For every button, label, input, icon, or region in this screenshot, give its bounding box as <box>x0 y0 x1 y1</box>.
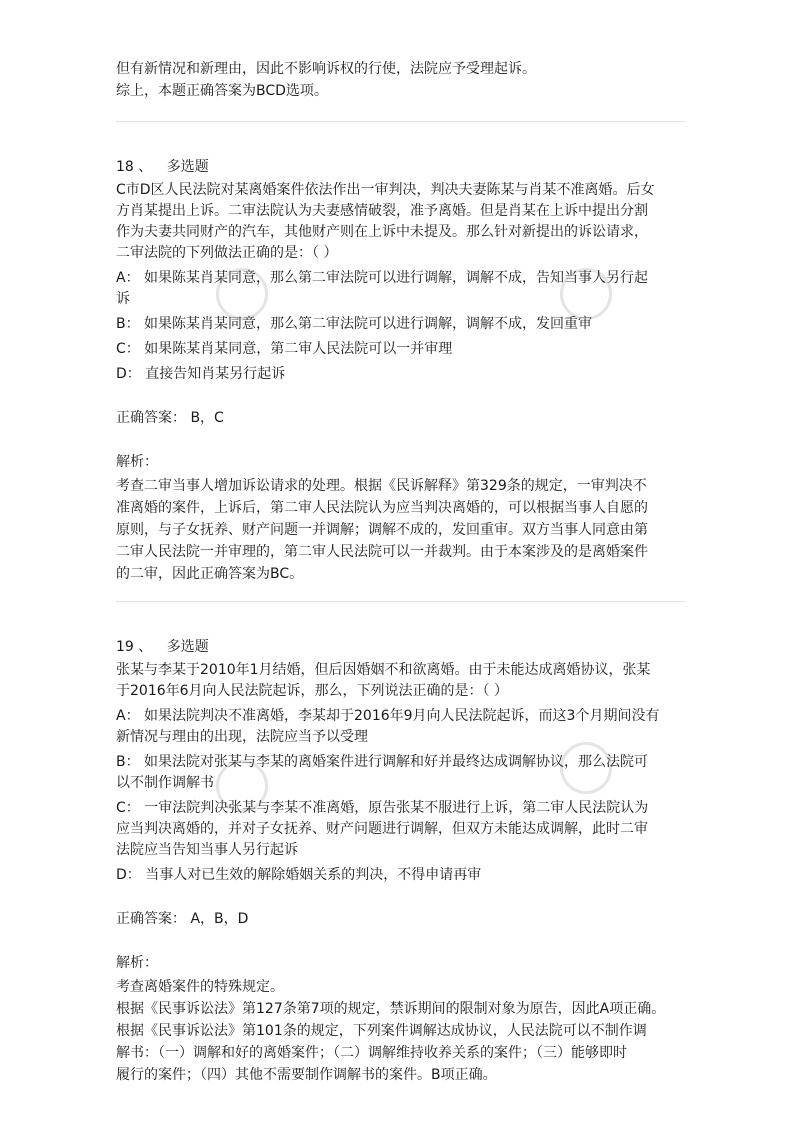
option-d <box>116 865 686 886</box>
question-stem <box>116 180 686 264</box>
option-line: A： 如果陈某肖某同意，那么第二审法院可以进行调解，调解不成，告知当事人另行起 <box>116 270 649 286</box>
stem-line: 二审法院的下列做法正确的是：（ ） <box>116 245 338 261</box>
option-b <box>116 314 686 335</box>
question-stem <box>116 660 686 702</box>
option-a <box>116 268 686 310</box>
section-divider <box>116 121 686 122</box>
question-19 <box>116 636 686 1086</box>
explanation <box>116 475 686 585</box>
option-line: C： 如果陈某肖某同意，第二审人民法院可以一并审理 <box>116 341 453 357</box>
explanation-line: 二审人民法院一并审理的，第二审人民法院可以一并裁判。由于本案涉及的是离婚案件 <box>116 544 648 560</box>
explanation-line: 履行的案件；（四）其他不需要制作调解书的案件。B项正确。 <box>116 1067 497 1083</box>
explanation-line: 考查离婚案件的特殊规定。 <box>116 979 284 995</box>
question-header <box>116 636 686 658</box>
explanation-line: 根据《民事诉讼法》第127条第7项的规定，禁诉期间的限制对象为原告，因此A项正确。 <box>116 1001 666 1017</box>
question-header <box>116 156 686 178</box>
explanation-line: 根据《民事诉讼法》第101条的规定，下列案件调解达成协议，人民法院可以不制作调 <box>116 1023 647 1039</box>
option-c <box>116 798 686 861</box>
option-line: 新情况与理由的出现，法院应当予以受理 <box>116 729 368 745</box>
explanation-label: 解析： <box>116 454 158 470</box>
option-line: 诉 <box>116 291 130 307</box>
option-d <box>116 364 686 385</box>
option-line: 以不制作调解书 <box>116 775 214 791</box>
stem-line: 张某与李某于2010年1月结婚，但后因婚姻不和欲离婚。由于未能达成离婚协议，张某 <box>116 662 651 678</box>
option-line: D： 当事人对已生效的解除婚姻关系的判决，不得申请再审 <box>116 867 482 883</box>
explanation-line: 考查二审当事人增加诉讼请求的处理。根据《民诉解释》第329条的规定，一审判决不 <box>116 478 647 494</box>
question-number: 18 、 <box>116 159 153 175</box>
option-line: 法院应当告知当事人另行起诉 <box>116 842 298 858</box>
option-line: 应当判决离婚的，并对子女抚养、财产问题进行调解，但双方未能达成调解，此时二审 <box>116 821 648 837</box>
option-line: B： 如果陈某肖某同意，那么第二审法院可以进行调解，调解不成，发回重审 <box>116 316 593 332</box>
explanation <box>116 976 686 1086</box>
explanation-label: 解析： <box>116 955 158 971</box>
explanation-line: 原则，与子女抚养、财产问题一并调解；调解不成的，发回重审。双方当事人同意由第 <box>116 522 648 538</box>
question-type: 多选题 <box>166 159 209 175</box>
stem-line: C市D区人民法院对某离婚案件依法作出一审判决，判决夫妻陈某与肖某不准离婚。后女 <box>116 182 655 198</box>
option-line: C： 一审法院判决张某与李某不准离婚，原告张某不服进行上诉，第二审人民法院认为 <box>116 800 649 816</box>
explanation-line: 准离婚的案件，上诉后，第二审人民法院认为应当判决离婚的，可以根据当事人自愿的 <box>116 500 648 516</box>
option-a <box>116 706 686 748</box>
section-divider <box>116 601 686 602</box>
question-type: 多选题 <box>166 639 209 655</box>
correct-answer: 正确答案： A，B，D <box>116 911 249 927</box>
option-b <box>116 752 686 794</box>
option-line: A： 如果法院判决不准离婚，李某却于2016年9月向人民法院起诉，而这3个月期间没有 <box>116 708 660 724</box>
document-page <box>116 58 686 1086</box>
intro-line: 但有新情况和新理由，因此不影响诉权的行使，法院应予受理起诉。 <box>116 61 536 77</box>
option-line: B： 如果法院对张某与李某的离婚案件进行调解和好并最终达成调解协议，那么法院可 <box>116 754 649 770</box>
question-18 <box>116 156 686 585</box>
explanation-line: 解书：（一）调解和好的离婚案件；（二）调解维持收养关系的案件；（三）能够即时 <box>116 1045 627 1061</box>
explanation-line: 的二审，因此正确答案为BC。 <box>116 566 304 582</box>
stem-line: 作为夫妻共同财产的汽车，其他财产则在上诉中未提及。那么针对新提出的诉讼请求， <box>116 224 648 240</box>
stem-line: 方肖某提出上诉。二审法院认为夫妻感情破裂，准予离婚。但是肖某在上诉中提出分割 <box>116 203 648 219</box>
option-line: D： 直接告知肖某另行起诉 <box>116 366 286 382</box>
option-c <box>116 339 686 360</box>
stem-line: 于2016年6月向人民法院起诉，那么，下列说法正确的是：（ ） <box>116 683 508 699</box>
correct-answer: 正确答案： B，C <box>116 410 224 426</box>
intro-line: 综上，本题正确答案为BCD选项。 <box>116 83 328 99</box>
question-number: 19 、 <box>116 639 153 655</box>
